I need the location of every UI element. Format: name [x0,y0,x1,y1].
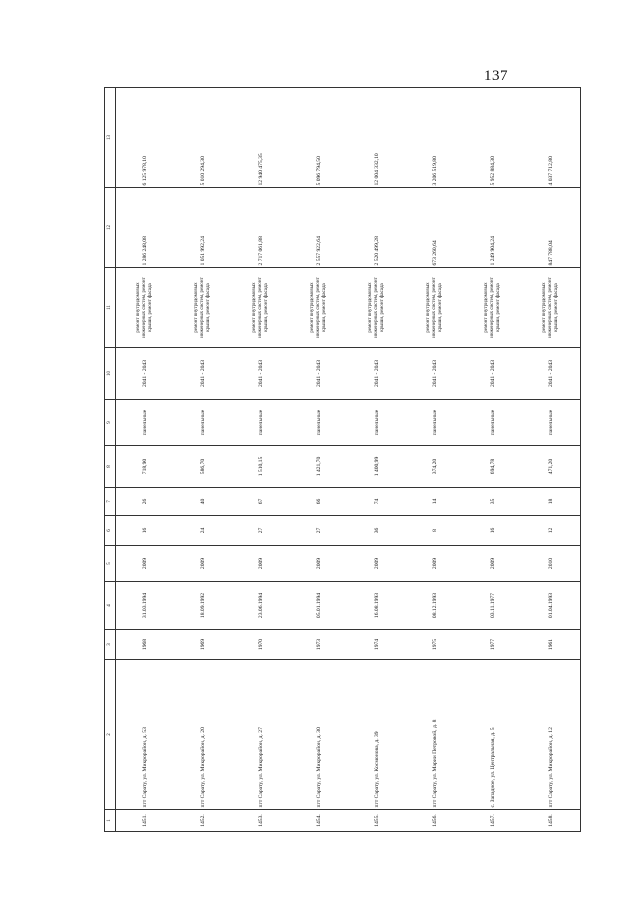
table-body [116,88,581,832]
address-cell: пгт Сарату, ул. Микрорайон, д. 53 [116,660,175,810]
amount-cell: 1 051 992,24 [174,188,232,268]
table-cell: 2041 - 2043 [174,348,232,400]
table-cell: 2009 [464,546,522,582]
table-row [290,88,348,832]
capital-repair-table [104,87,581,832]
rotated-table-sheet [104,88,559,832]
address-cell: пгт Сарату, ул. Микрорайон, д. 12 [522,660,581,810]
row-number: 1458. [522,810,581,832]
table-cell: 2041 - 2043 [116,348,175,400]
table-cell: 2041 - 2043 [290,348,348,400]
table-cell: 1973 [290,630,348,660]
address-cell: с. Западное, ул. Центральная, д. 5 [464,660,522,810]
works-cell: ремонт внутридомовых инженерных систем, ремонт крыши, ремонт фасада [290,268,348,348]
works-cell: ремонт внутридомовых инженерных систем, ремонт крыши, ремонт фасада [232,268,290,348]
table-cell: 1977 [464,630,522,660]
table-cell: 1968 [116,630,175,660]
table-cell: 1 400,99 [348,446,406,488]
address-cell: пгт Сарату, ул. Марии Петровой, д. 8 [406,660,464,810]
row-number: 1457. [464,810,522,832]
column-header: 6 [105,516,116,546]
table-row [464,88,522,832]
amount-cell: 847 788,04 [522,188,581,268]
column-header: 9 [105,400,116,446]
table-cell: 24 [174,516,232,546]
table-row [232,88,290,832]
header-row [105,88,116,832]
row-number: 1451. [116,810,175,832]
table-cell: 2041 - 2043 [348,348,406,400]
row-number: 1454. [290,810,348,832]
table-row [406,88,464,832]
works-cell: ремонт внутридомовых инженерных систем, ремонт крыши, ремонт фасада [116,268,175,348]
table-cell: 2009 [116,546,175,582]
table-cell: 2041 - 2043 [464,348,522,400]
amount-cell: 4 037 712,80 [522,88,581,188]
amount-cell: 673 260,64 [406,188,464,268]
table-cell: 1 510,15 [232,446,290,488]
column-header: 11 [105,268,116,348]
table-cell: 18 [522,488,581,516]
column-header: 12 [105,188,116,268]
table-cell: 67 [232,488,290,516]
table-cell: панельные [348,400,406,446]
column-header: 3 [105,630,116,660]
amount-cell: 12 004 332,10 [348,88,406,188]
row-number: 1453. [232,810,290,832]
table-cell: панельные [116,400,175,446]
table-cell: 2009 [174,546,232,582]
table-cell: 16 [116,516,175,546]
works-cell: ремонт внутридомовых инженерных систем, ремонт крыши, ремонт фасада [348,268,406,348]
table-cell: 27 [232,516,290,546]
column-header: 8 [105,446,116,488]
table-cell: 08.12.1993 [406,582,464,630]
table-cell: 1975 [406,630,464,660]
table-row [174,88,232,832]
table-cell: 66 [290,488,348,516]
table-cell: 2009 [348,546,406,582]
table-cell: панельные [406,400,464,446]
table-cell: панельные [174,400,232,446]
table-cell: 03.11.1977 [464,582,522,630]
column-header: 7 [105,488,116,516]
table-cell: 18.09.1992 [174,582,232,630]
table-row [348,88,406,832]
address-cell: пгт Сарату, ул. Космонова, д. 39 [348,660,406,810]
table-cell: 694,78 [464,446,522,488]
page-number: 137 [484,68,508,84]
amount-cell: 2 717 061,88 [232,188,290,268]
table-cell: 2009 [290,546,348,582]
table-cell: 1969 [174,630,232,660]
table-cell: панельные [522,400,581,446]
table-cell: 1 421,70 [290,446,348,488]
table-cell: 2041 - 2043 [522,348,581,400]
table-cell: 586,70 [174,446,232,488]
amount-cell: 5 952 884,30 [464,88,522,188]
table-cell: 16 [464,516,522,546]
table-cell: 40 [174,488,232,516]
table-cell: 14 [406,488,464,516]
row-number: 1452. [174,810,232,832]
amount-cell: 5 010 294,30 [174,88,232,188]
table-cell: 36 [348,516,406,546]
column-header: 2 [105,660,116,810]
address-cell: пгт Сарату, ул. Микрорайон, д. 30 [290,660,348,810]
table-cell: 26 [116,488,175,516]
table-cell: 01.04.1993 [522,582,581,630]
amount-cell: 12 940 475,35 [232,88,290,188]
table-cell: 8 [406,516,464,546]
table-cell: 718,90 [116,446,175,488]
row-number: 1456. [406,810,464,832]
table-cell: панельные [290,400,348,446]
table-cell: панельные [232,400,290,446]
column-header: 4 [105,582,116,630]
works-cell: ремонт внутридомовых инженерных систем, ремонт крыши, ремонт фасада [464,268,522,348]
row-number: 1455. [348,810,406,832]
amount-cell: 6 125 978,10 [116,88,175,188]
table-cell: 74 [348,488,406,516]
table-cell: 31.03.1994 [116,582,175,630]
table-cell: 1961 [522,630,581,660]
table-cell: 374,20 [406,446,464,488]
table-cell: 27 [290,516,348,546]
amount-cell: 1 286 248,08 [116,188,175,268]
table-cell: 05.01.1994 [290,582,348,630]
amount-cell: 2 520 499,28 [348,188,406,268]
column-header: 5 [105,546,116,582]
works-cell: ремонт внутридомовых инженерных систем, ремонт крыши, ремонт фасада [522,268,581,348]
table-cell: 2009 [232,546,290,582]
table-cell: 12 [522,516,581,546]
table-cell: панельные [464,400,522,446]
column-header: 13 [105,88,116,188]
column-header: 10 [105,348,116,400]
table-cell: 35 [464,488,522,516]
table-cell: 2041 - 2043 [232,348,290,400]
table-cell: 2041 - 2043 [406,348,464,400]
amount-cell: 1 249 904,24 [464,188,522,268]
table-cell: 2009 [406,546,464,582]
table-cell: 1974 [348,630,406,660]
table-cell: 471,20 [522,446,581,488]
address-cell: пгт Сарату, ул. Микрорайон, д. 20 [174,660,232,810]
table-row [116,88,175,832]
amount-cell: 5 096 794,50 [290,88,348,188]
table-row [522,88,581,832]
table-cell: 2010 [522,546,581,582]
amount-cell: 2 557 922,64 [290,188,348,268]
table-cell: 1970 [232,630,290,660]
address-cell: пгт Сарату, ул. Микрорайон, д. 27 [232,660,290,810]
works-cell: ремонт внутридомовых инженерных систем, ремонт крыши, ремонт фасада [406,268,464,348]
works-cell: ремонт внутридомовых инженерных систем, ремонт крыши, ремонт фасада [174,268,232,348]
amount-cell: 3 206 519,80 [406,88,464,188]
table-cell: 16.08.1993 [348,582,406,630]
column-header: 1 [105,810,116,832]
table-cell: 23.06.1994 [232,582,290,630]
